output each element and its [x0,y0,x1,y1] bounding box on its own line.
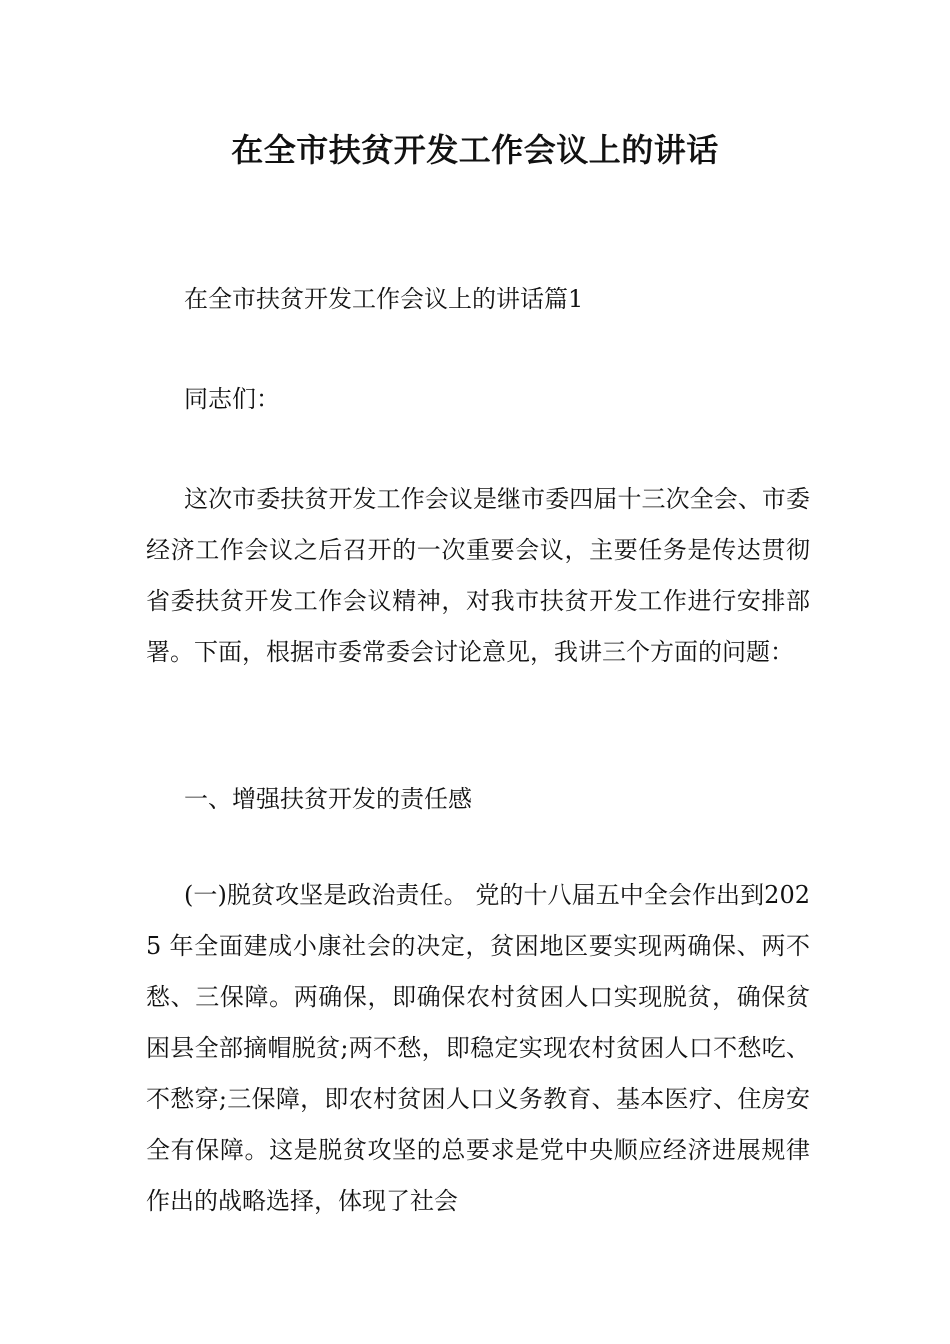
section-heading-1: 一、增强扶贫开发的责任感 [184,785,472,813]
section-subtitle: 在全市扶贫开发工作会议上的讲话篇1 [184,285,584,313]
intro-paragraph: 这次市委扶贫开发工作会议是继市委四届十三次全会、市委经济工作会议之后召开的一次重要会议，主要任务是传达贯彻省委扶贫开发工作会议精神，对我市扶贫开发工作进行安排部署。下面，根据市委常委会讨论意见，我讲三个方面的问题： [146,485,810,666]
document-title: 在全市扶贫开发工作会议上的讲话 [231,131,719,169]
greeting-paragraph: 同志们： [184,385,280,413]
subsection-paragraph-1: (一)脱贫攻坚是政治责任。 党的十八届五中全会作出到2025 年全面建成小康社会的决定，贫困地区要实现两确保、两不愁、三保障。两确保，即确保农村贫困人口实现脱贫，确保贫困县全部摘帽脱贫;两不愁，即稳定实现农村贫困人口不愁吃、不愁穿;三保障，即农村贫困人口义务教育、基本医疗、住房安全有保障。这是脱贫攻坚的总要求是党中央顺应经济进展规律作出的战略选择，体现了社会 [146,881,810,1215]
